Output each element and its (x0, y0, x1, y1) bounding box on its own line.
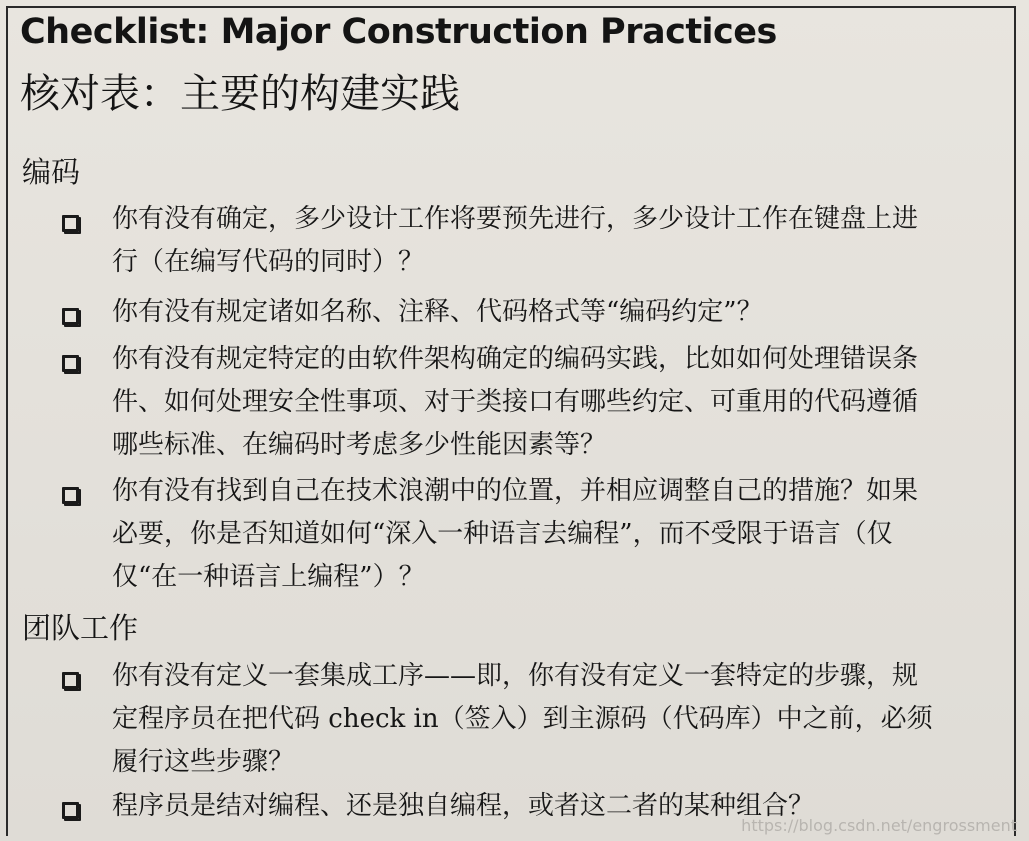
item-line: 定程序员在把代码 check in（签入）到主源码（代码库）中之前，必须 (112, 704, 933, 734)
item-line: 哪些标准、在编码时考虑多少性能因素等？ (112, 430, 607, 460)
checklist-item-text (112, 198, 1012, 284)
checkbox-icon[interactable] (62, 802, 79, 819)
checkbox-icon[interactable] (62, 355, 79, 372)
item-line: 你有没有确定，多少设计工作将要预先进行，多少设计工作在键盘上进 (112, 204, 919, 234)
item-line: 仅“在一种语言上编程”）？ (112, 562, 425, 592)
checklist-item-text (112, 291, 1012, 334)
title-english: Checklist: Major Construction Practices (20, 12, 777, 52)
checkbox-icon[interactable] (62, 672, 79, 689)
item-line: 你有没有找到自己在技术浪潮中的位置，并相应调整自己的措施？如果 (112, 476, 919, 506)
item-line: 行（在编写代码的同时）？ (112, 247, 425, 277)
checkbox-icon[interactable] (62, 215, 79, 232)
item-line: 你有没有定义一套集成工序——即，你有没有定义一套特定的步骤，规 (112, 661, 919, 691)
checkbox-icon[interactable] (62, 308, 79, 325)
checkbox-icon[interactable] (62, 487, 79, 504)
section-heading-coding: 编码 (22, 155, 81, 189)
item-line: 履行这些步骤？ (112, 747, 295, 777)
item-line: 你有没有规定特定的由软件架构确定的编码实践，比如如何处理错误条 (112, 344, 919, 374)
checklist-item-text (112, 338, 1012, 467)
checklist-item-text (112, 655, 1012, 784)
title-chinese: 核对表：主要的构建实践 (20, 71, 460, 117)
section-heading-teamwork: 团队工作 (22, 611, 139, 645)
item-line: 程序员是结对编程、还是独自编程，或者这二者的某种组合？ (112, 791, 815, 821)
item-line: 你有没有规定诸如名称、注释、代码格式等“编码约定”？ (112, 297, 763, 327)
watermark: https://blog.csdn.net/engrossment (741, 816, 1017, 835)
item-line: 必要，你是否知道如何“深入一种语言去编程”，而不受限于语言（仅 (112, 519, 893, 549)
item-line: 件、如何处理安全性事项、对于类接口有哪些约定、可重用的代码遵循 (112, 387, 919, 417)
checklist-item-text (112, 470, 1012, 599)
